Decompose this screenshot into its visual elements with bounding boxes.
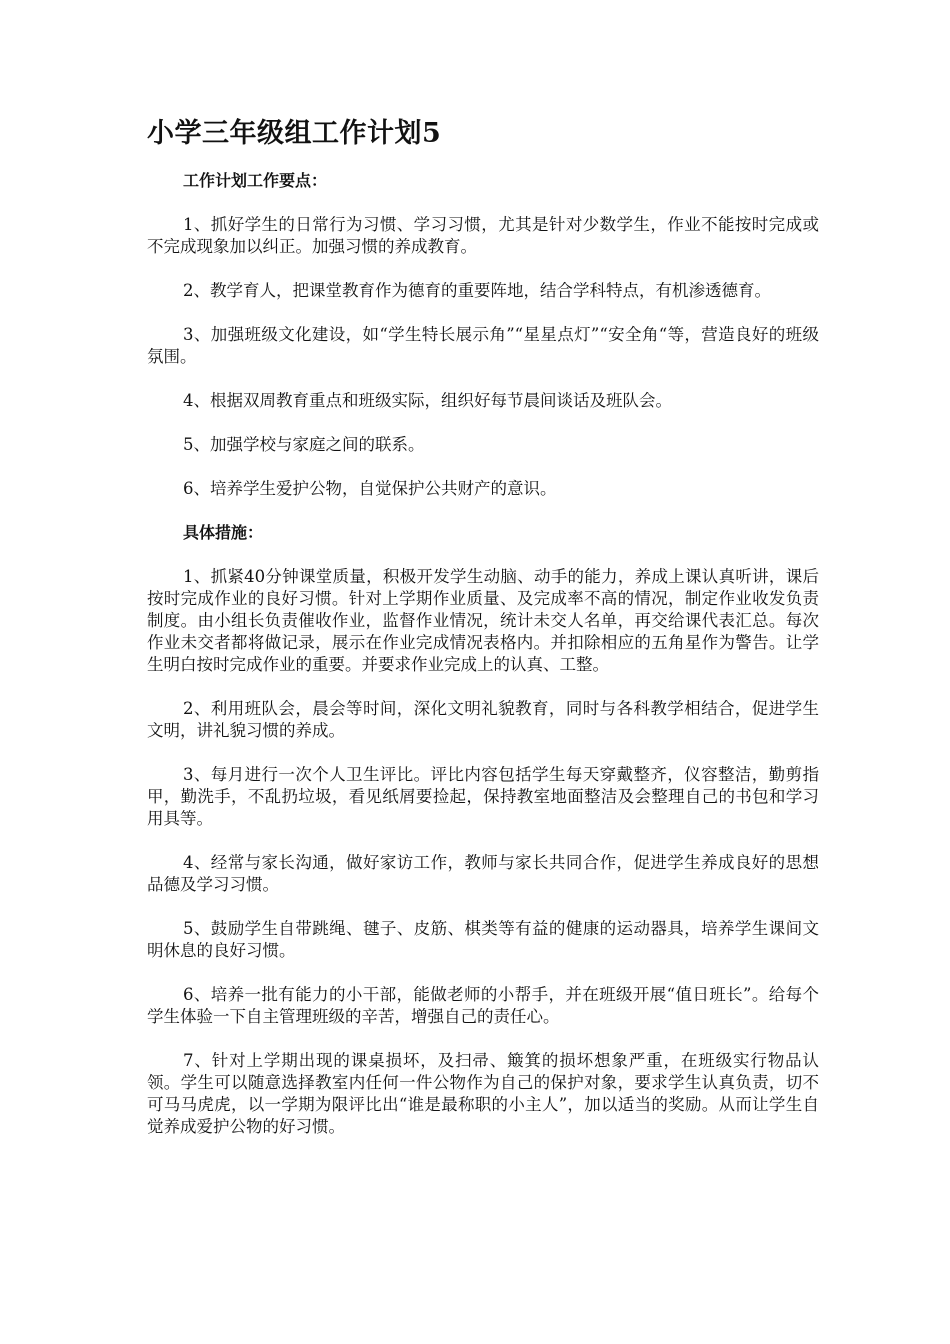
measure-6: 6、培养一批有能力的小干部，能做老师的小帮手，并在班级开展“值日班长”。给每个学生体验一下自主管理班级的辛苦，增强自己的责任心。 bbox=[147, 985, 819, 1026]
section-heading-key-points: 工作计划工作要点： bbox=[183, 171, 328, 190]
key-point-3: 3、加强班级文化建设，如“学生特长展示角”“星星点灯”“安全角“等，营造良好的班级氛围。 bbox=[147, 325, 819, 366]
key-point-1: 1、抓好学生的日常行为习惯、学习习惯，尤其是针对少数学生，作业不能按时完成或不完成现象加以纠正。加强习惯的养成教育。 bbox=[147, 215, 819, 256]
document-title: 小学三年级组工作计划5 bbox=[147, 118, 442, 149]
section-heading-measures: 具体措施： bbox=[183, 523, 264, 542]
measure-7: 7、针对上学期出现的课桌损坏，及扫帚、簸箕的损坏想象严重，在班级实行物品认领。学生可以随意选择教室内任何一件公物作为自己的保护对象，要求学生认真负责，切不可马马虎虎，以一学期为限评比出“谁是最称职的小主人”，加以适当的奖励。从而让学生自觉养成爱护公物的好习惯。 bbox=[147, 1051, 819, 1136]
document-page bbox=[147, 112, 819, 1160]
key-point-4: 4、根据双周教育重点和班级实际，组织好每节晨间谈话及班队会。 bbox=[183, 391, 672, 410]
measure-1: 1、抓紧40分钟课堂质量，积极开发学生动脑、动手的能力，养成上课认真听讲，课后按时完成作业的良好习惯。针对上学期作业质量、及完成率不高的情况，制定作业收发负责制度。由小组长负责催收作业，监督作业情况，统计未交人名单，再交给课代表汇总。每次作业未交者都将做记录，展示在作业完成情况表格内。并扣除相应的五角星作为警告。让学生明白按时完成作业的重要。并要求作业完成上的认真、工整。 bbox=[147, 567, 819, 674]
measure-2: 2、利用班队会，晨会等时间，深化文明礼貌教育，同时与各科教学相结合，促进学生文明，讲礼貌习惯的养成。 bbox=[147, 699, 819, 740]
key-point-5: 5、加强学校与家庭之间的联系。 bbox=[183, 435, 425, 454]
key-point-2: 2、教学育人，把课堂教育作为德育的重要阵地，结合学科特点，有机渗透德育。 bbox=[183, 281, 771, 300]
key-point-6: 6、培养学生爱护公物，自觉保护公共财产的意识。 bbox=[183, 479, 557, 498]
measure-4: 4、经常与家长沟通，做好家访工作，教师与家长共同合作，促进学生养成良好的思想品德及学习习惯。 bbox=[147, 853, 819, 894]
measure-5: 5、鼓励学生自带跳绳、毽子、皮筋、棋类等有益的健康的运动器具，培养学生课间文明休息的良好习惯。 bbox=[147, 919, 819, 960]
measure-3: 3、每月进行一次个人卫生评比。评比内容包括学生每天穿戴整齐，仪容整洁，勤剪指甲，勤洗手，不乱扔垃圾，看见纸屑要捡起，保持教室地面整洁及会整理自己的书包和学习用具等。 bbox=[147, 765, 819, 828]
